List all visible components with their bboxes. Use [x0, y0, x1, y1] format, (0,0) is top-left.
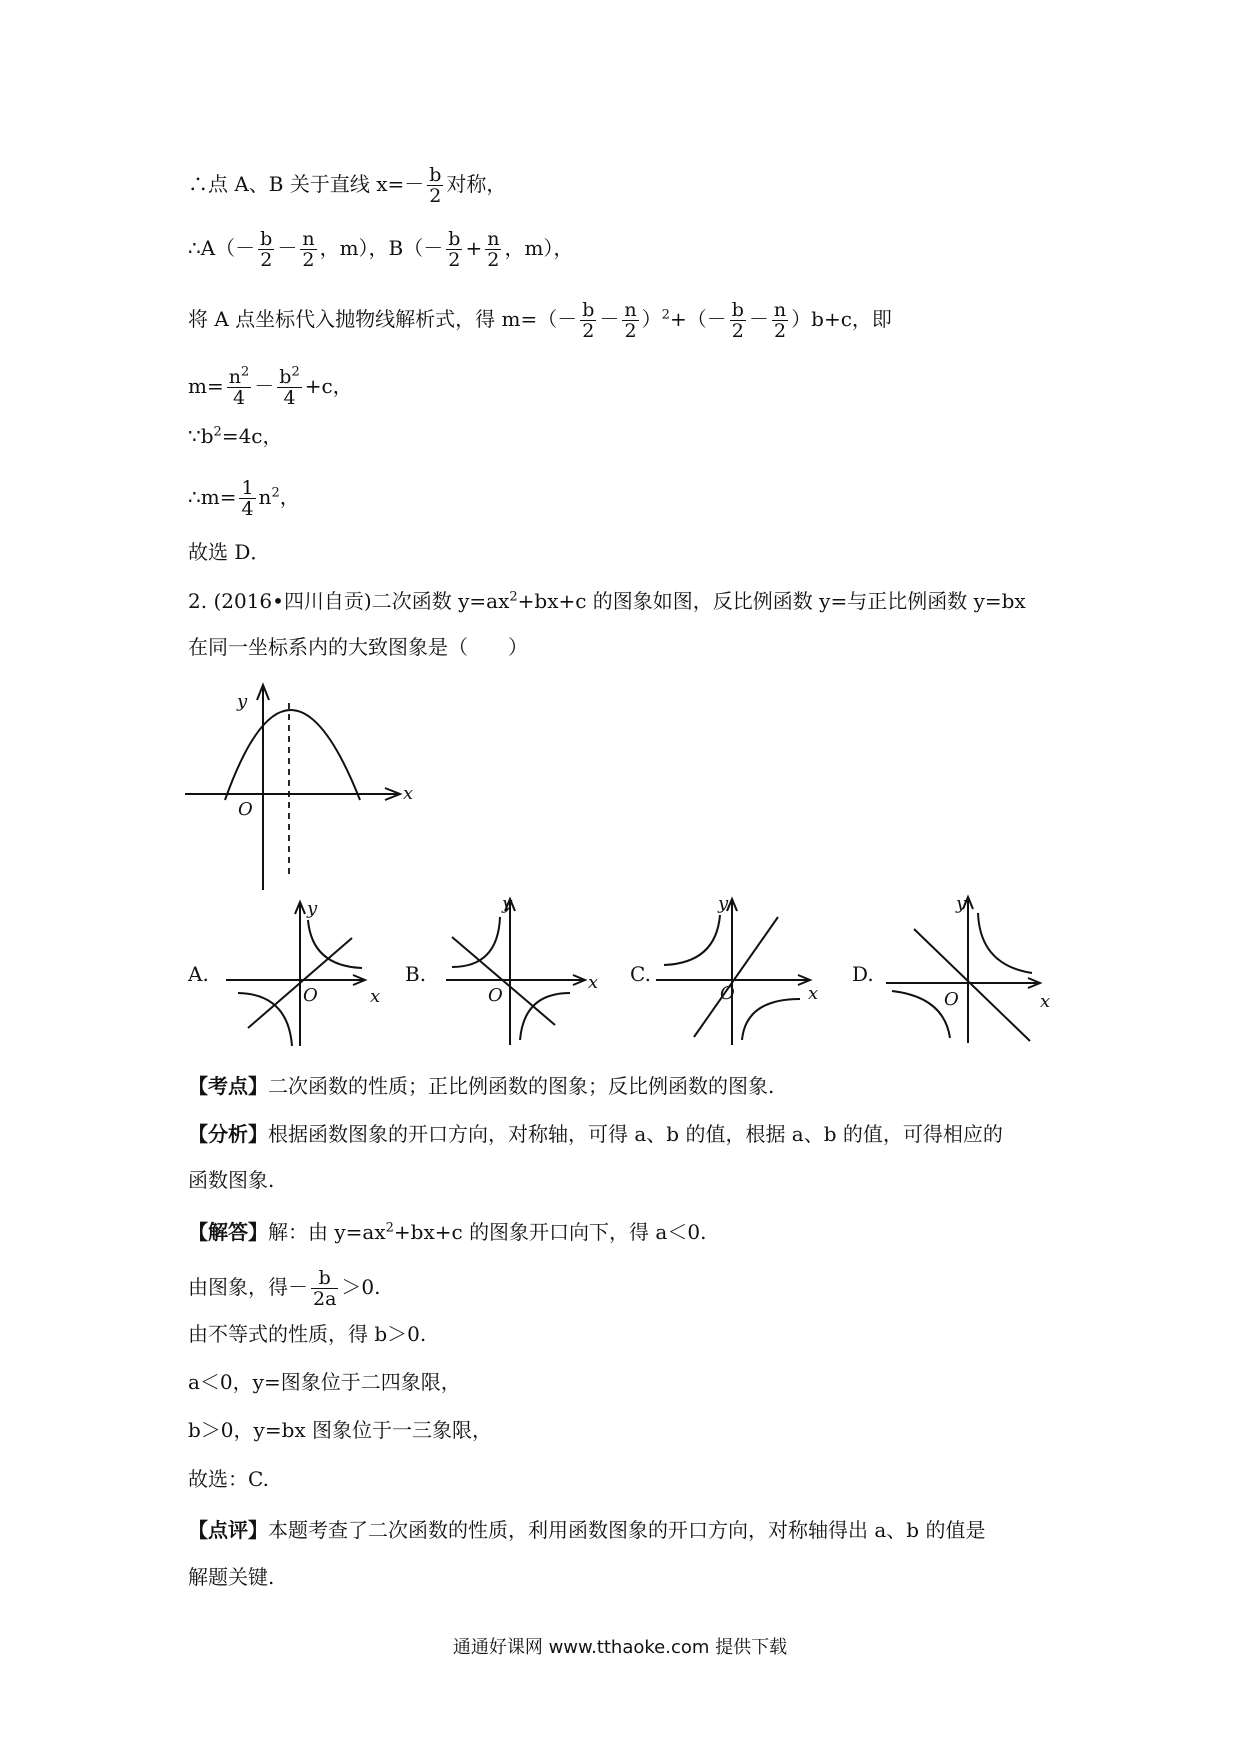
origin-label: O: [238, 799, 253, 820]
solution-conclusion: 故选 D．: [188, 540, 271, 564]
svg-text:x: x: [370, 986, 381, 1007]
dianping-tag: 【点评】: [188, 1518, 268, 1542]
x-axis-label: x: [403, 783, 414, 804]
svg-text:y: y: [718, 893, 729, 914]
svg-text:y: y: [502, 893, 513, 914]
kaodian-line: 【考点】二次函数的性质；正比例函数的图象；反比例函数的图象.: [188, 1074, 775, 1098]
fenxi-tag: 【分析】: [188, 1122, 268, 1146]
solution-line-5: $\because b^2=4c$，: [188, 424, 283, 448]
solution-line-4: m= $\frac{n^2}{4}$ － $\frac{b^2}{4}$ +c，: [188, 364, 353, 409]
jieda-line: 【解答】解：由 $y=ax^2+bx+c$ 的图象开口向下，得 a＜0.: [188, 1220, 707, 1244]
dianping-line-2: 解题关键.: [188, 1565, 275, 1589]
option-b-graph: [440, 895, 600, 1045]
kaodian-tag: 【考点】: [188, 1074, 268, 1098]
svg-text:O: O: [303, 985, 318, 1006]
option-d-graph: [880, 893, 1060, 1043]
step-line-2: 由不等式的性质，得 b＞0.: [188, 1322, 427, 1346]
option-a-label: A.: [188, 962, 209, 986]
y-axis-label: y: [237, 691, 248, 712]
svg-text:x: x: [1040, 991, 1051, 1012]
jieda-tag: 【解答】: [188, 1220, 268, 1244]
step-line-3: a＜0，y=图象位于二四象限，: [188, 1370, 461, 1394]
svg-text:y: y: [956, 893, 967, 914]
question-stem-1: 2. (2016•四川自贡)二次函数 $y=ax^2+bx+c$ 的图象如图，反比例函数 y=与正比例函数 y=bx: [188, 589, 1026, 613]
svg-text:x: x: [808, 983, 819, 1004]
page-footer: 通通好课网 www.tthaoke.com 提供下载: [452, 1637, 788, 1658]
fenxi-line-1: 【分析】根据函数图象的开口方向，对称轴，可得 a、b 的值，根据 a、b 的值，可得相应的: [188, 1122, 1003, 1146]
parabola-graph: [185, 675, 425, 895]
step-line-4: b＞0，y=bx 图象位于一三象限，: [188, 1418, 493, 1442]
option-b-label: B.: [405, 962, 427, 986]
svg-text:O: O: [720, 983, 735, 1004]
question-stem-2: 在同一坐标系内的大致图象是（ ）: [188, 635, 528, 659]
option-d-label: D.: [852, 962, 874, 986]
fenxi-line-2: 函数图象.: [188, 1168, 275, 1192]
svg-text:O: O: [488, 985, 503, 1006]
option-a-graph: [220, 898, 380, 1048]
solution-line-1: ∴点 A、B 关于直线 x=－ $\frac{b}{2}$ 对称，: [188, 164, 507, 207]
dianping-line-1: 【点评】本题考查了二次函数的性质，利用函数图象的开口方向，对称轴得出 a、b 的值是: [188, 1518, 986, 1542]
svg-text:O: O: [944, 989, 959, 1010]
svg-text:x: x: [588, 972, 599, 993]
solution-line-2: ∴A（－ $\frac{b}{2}$ － $\frac{n}{2}$ ，m），B（－ $\frac{b}{2}$ + $\frac{n}{2}$ ，m），: [188, 228, 574, 271]
solution-line-3: 将 A 点坐标代入抛物线解析式，得 m=（－ $\frac{b}{2}$ － $\frac{n}{2}$ ）$^2$+（－ $\frac{b}{2}$ － $\frac{n}{2}$ ）b+c，即: [188, 299, 892, 342]
solution-line-6: ∴m= $\frac{1}{4}$ $n^2$，: [188, 477, 300, 520]
step-line-1: 由图象，得－ $\frac{b}{2a}$ ＞0.: [188, 1267, 381, 1310]
step-line-5: 故选：C.: [188, 1467, 269, 1491]
option-c-graph: [650, 893, 819, 1045]
option-c-label: C.: [630, 962, 651, 986]
svg-text:y: y: [307, 898, 318, 919]
